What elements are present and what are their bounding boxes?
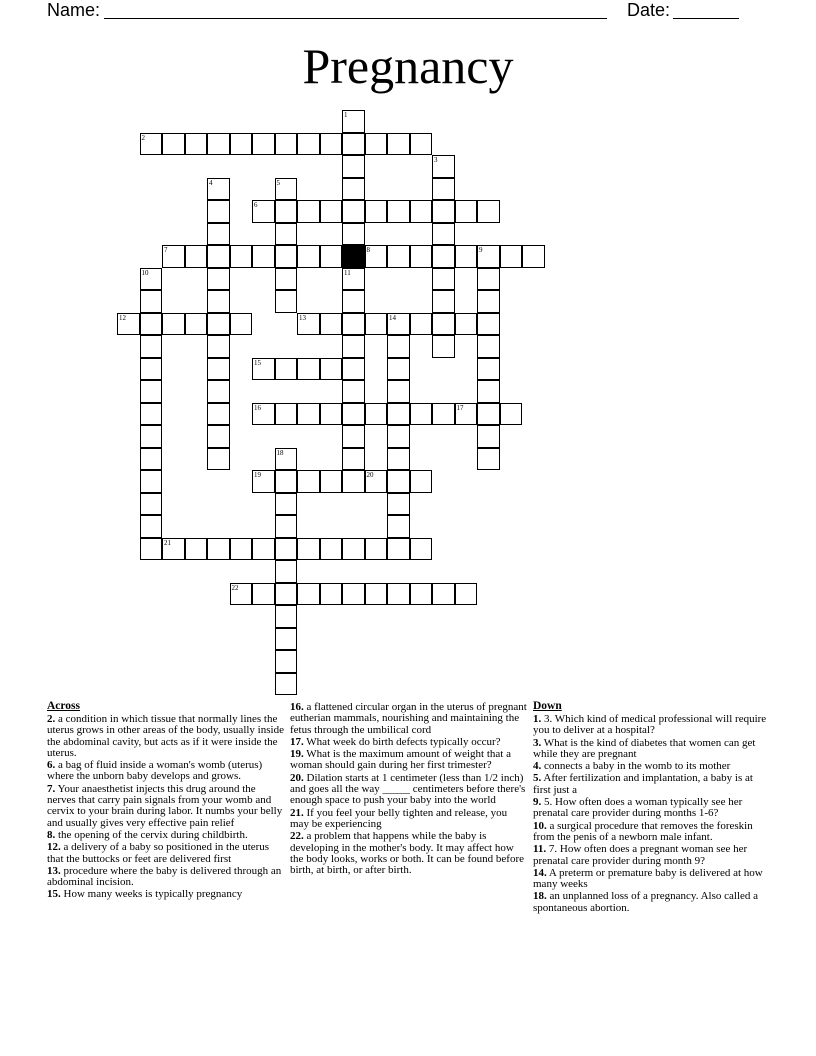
grid-cell[interactable]: [275, 200, 298, 223]
grid-cell[interactable]: [207, 403, 230, 426]
clue-number-label: 18.: [533, 890, 547, 903]
grid-cell[interactable]: [140, 515, 163, 538]
clue-text: After fertilization and implantation, a baby is at first just a: [533, 772, 753, 796]
grid-cell[interactable]: [140, 425, 163, 448]
grid-cell[interactable]: [455, 200, 478, 223]
grid-cell[interactable]: [477, 268, 500, 291]
grid-cell[interactable]: [140, 470, 163, 493]
grid-cell[interactable]: [185, 538, 208, 561]
grid-cell[interactable]: [297, 470, 320, 493]
across-clue: [47, 842, 284, 865]
clue-text: What is the kind of diabetes that women can get while they are pregnant: [533, 736, 756, 760]
grid-cell[interactable]: [297, 245, 320, 268]
grid-cell[interactable]: [275, 560, 298, 583]
clue-number-label: 15.: [47, 888, 61, 901]
clue-number-label: 13.: [47, 864, 61, 877]
grid-cell[interactable]: [320, 403, 343, 426]
grid-cell[interactable]: [320, 133, 343, 156]
grid-cell[interactable]: [432, 200, 455, 223]
clue-number: 11: [344, 268, 351, 277]
grid-cell[interactable]: [140, 380, 163, 403]
clue-number: 1: [344, 111, 348, 119]
grid-cell[interactable]: [185, 313, 208, 336]
grid-cell[interactable]: [275, 358, 298, 381]
clue-number: 10: [141, 268, 149, 277]
clue-number: 21: [164, 538, 171, 547]
grid-cell[interactable]: [342, 448, 365, 471]
grid-cell[interactable]: [342, 425, 365, 448]
grid-cell[interactable]: [387, 380, 410, 403]
grid-cell[interactable]: [140, 290, 163, 313]
grid-cell[interactable]: [410, 200, 433, 223]
grid-cell[interactable]: [275, 583, 298, 606]
grid-cell[interactable]: [387, 200, 410, 223]
grid-cell[interactable]: [207, 290, 230, 313]
across-clue: [290, 749, 527, 772]
grid-cell[interactable]: [432, 268, 455, 291]
grid-cell[interactable]: [365, 403, 388, 426]
grid-cell[interactable]: [432, 223, 455, 246]
across-clue: [47, 714, 284, 759]
grid-cell[interactable]: [387, 470, 410, 493]
grid-cell[interactable]: [275, 223, 298, 246]
grid-cell[interactable]: [275, 515, 298, 538]
grid-cell[interactable]: [387, 133, 410, 156]
grid-cell[interactable]: [230, 538, 253, 561]
clue-number-label: 1.: [533, 713, 542, 725]
grid-cell[interactable]: [365, 200, 388, 223]
grid-cell[interactable]: [432, 335, 455, 358]
clue-text: 5. How often does a woman typically see her prenatal care provider during months 1-6?: [533, 796, 743, 820]
grid-cell[interactable]: [162, 133, 185, 156]
grid-cell[interactable]: [275, 650, 298, 673]
clue-number-label: 20.: [290, 771, 304, 784]
across-clue: [47, 830, 284, 841]
clue-number: 14: [389, 313, 396, 322]
grid-cell[interactable]: [320, 470, 343, 493]
grid-cell[interactable]: [477, 335, 500, 358]
across-clues: [47, 700, 284, 902]
grid-cell[interactable]: [387, 583, 410, 606]
grid-cell[interactable]: [365, 538, 388, 561]
grid-cell[interactable]: [432, 245, 455, 268]
clue-number: 22: [231, 583, 239, 592]
clue-number-label: 19.: [290, 748, 304, 761]
clue-number-label: 22.: [290, 830, 304, 843]
grid-cell[interactable]: [410, 403, 433, 426]
grid-cell[interactable]: [432, 178, 455, 201]
clue-text: a problem that happens while the baby is developing in the mother's body. It may affect how the body looks, works or both. It can be found before birth, at birth, or after birth.: [290, 830, 525, 877]
grid-cell[interactable]: [477, 290, 500, 313]
grid-cell[interactable]: [140, 493, 163, 516]
grid-cell[interactable]: [207, 448, 230, 471]
down-clues: [533, 700, 770, 915]
clue-number-label: 14.: [533, 866, 547, 879]
grid-cell[interactable]: [140, 313, 163, 336]
grid-cell[interactable]: [275, 628, 298, 651]
clue-number: 20: [366, 471, 374, 479]
grid-cell[interactable]: [410, 245, 433, 268]
clue-number-label: 4.: [533, 760, 542, 773]
grid-cell[interactable]: [207, 425, 230, 448]
grid-cell[interactable]: [432, 403, 455, 426]
grid-cell[interactable]: [342, 335, 365, 358]
across-clue: [47, 889, 284, 900]
clue-text: What week do birth defects typically occur?: [303, 735, 501, 748]
grid-cell[interactable]: [342, 403, 365, 426]
clue-number-label: 11.: [533, 843, 547, 856]
clue-text: If you feel your belly tighten and release, you may be experiencing: [290, 806, 508, 830]
grid-cell[interactable]: [387, 358, 410, 381]
clue-text: A preterm or premature baby is delivered at how many weeks: [533, 866, 763, 891]
date-label: Date:: [627, 0, 671, 20]
grid-cell[interactable]: [365, 133, 388, 156]
grid-cell[interactable]: [500, 245, 523, 268]
clue-text: a surgical procedure that removes the foreskin from the penis of a newborn male infant.: [533, 819, 753, 843]
grid-cell[interactable]: [410, 583, 433, 606]
grid-cell[interactable]: [275, 493, 298, 516]
grid-cell[interactable]: [252, 538, 275, 561]
grid-cell[interactable]: [342, 358, 365, 381]
black-cell: [342, 245, 365, 268]
grid-cell[interactable]: [387, 515, 410, 538]
grid-cell[interactable]: [477, 403, 500, 426]
clue-number-label: 6.: [47, 759, 56, 772]
grid-cell[interactable]: [387, 493, 410, 516]
across-clue: [290, 808, 527, 831]
grid-cell[interactable]: [207, 223, 230, 246]
down-heading: Down: [533, 700, 562, 712]
clue-number: 12: [119, 313, 126, 322]
grid-cell[interactable]: [297, 403, 320, 426]
clue-number-label: 21.: [290, 806, 304, 819]
clue-number: 13: [299, 313, 306, 322]
grid-cell[interactable]: [387, 335, 410, 358]
down-clue: [533, 891, 770, 914]
grid-cell[interactable]: [297, 200, 320, 223]
clue-text: Your anaesthetist injects this drug around the nerves that carry pain signals from your womb and cervix to your brain during labor. It numbs your belly and usually gives very effective pain relief: [47, 782, 283, 829]
grid-cell[interactable]: [140, 448, 163, 471]
grid-cell[interactable]: [387, 448, 410, 471]
clue-text: a bag of fluid inside a woman's womb (uterus) where the unborn baby develops and grows.: [47, 759, 263, 783]
across-clue: [290, 831, 527, 876]
grid-cell[interactable]: [230, 133, 253, 156]
grid-cell[interactable]: [365, 313, 388, 336]
grid-cell[interactable]: [297, 538, 320, 561]
grid-cell[interactable]: [500, 403, 523, 426]
across-clue: [290, 702, 527, 736]
clue-text: What is the maximum amount of weight that a woman should gain during her first trimester?: [290, 748, 511, 772]
grid-cell[interactable]: [477, 448, 500, 471]
grid-cell[interactable]: [275, 245, 298, 268]
across-clue: [290, 737, 527, 748]
grid-cell[interactable]: [455, 583, 478, 606]
clue-number-label: 16.: [290, 701, 304, 713]
grid-cell[interactable]: [455, 313, 478, 336]
grid-cell[interactable]: [342, 583, 365, 606]
grid-cell[interactable]: [320, 358, 343, 381]
clue-number-label: 12.: [47, 841, 61, 854]
grid-cell[interactable]: [252, 245, 275, 268]
grid-cell[interactable]: [207, 268, 230, 291]
clue-number: 19: [254, 471, 261, 479]
grid-cell[interactable]: [207, 335, 230, 358]
grid-cell[interactable]: [477, 200, 500, 223]
clue-number: 9: [479, 246, 483, 254]
clue-number: 6: [254, 201, 258, 209]
grid-cell[interactable]: [342, 538, 365, 561]
grid-cell[interactable]: [297, 358, 320, 381]
grid-cell[interactable]: [207, 245, 230, 268]
clue-text: a flattened circular organ in the uterus of pregnant eutherian mammals, nourishing and maintaining the fetus through the umbilical cord: [290, 701, 527, 736]
down-clue: [533, 844, 770, 867]
clue-text: a condition in which tissue that normally lines the uterus grows in other areas of the body, usually inside the abdominal cavity, but acts as if it were inside the uterus.: [47, 713, 284, 759]
clue-text: procedure where the baby is delivered through an abdominal incision.: [47, 864, 282, 889]
clue-number: 18: [276, 448, 284, 457]
grid-cell[interactable]: [387, 245, 410, 268]
grid-cell[interactable]: [230, 313, 253, 336]
grid-cell[interactable]: [252, 583, 275, 606]
grid-cell[interactable]: [410, 470, 433, 493]
down-clue: [533, 868, 770, 891]
grid-cell[interactable]: [432, 290, 455, 313]
clue-number: 4: [209, 178, 213, 187]
grid-cell[interactable]: [207, 133, 230, 156]
grid-cell[interactable]: [185, 245, 208, 268]
clue-number: 2: [141, 133, 145, 142]
down-clue: [533, 821, 770, 844]
grid-cell[interactable]: [342, 133, 365, 156]
clue-text: Dilation starts at 1 centimeter (less than 1/2 inch) and goes all the way _____ centimeters before there's enough space to push your baby into the world: [290, 771, 526, 807]
down-clue: [533, 761, 770, 772]
grid-cell[interactable]: [432, 583, 455, 606]
across-clue: [47, 760, 284, 783]
grid-cell[interactable]: [275, 605, 298, 628]
grid-cell[interactable]: [320, 583, 343, 606]
grid-cell[interactable]: [320, 538, 343, 561]
grid-cell[interactable]: [185, 133, 208, 156]
clue-number-label: 9.: [533, 796, 542, 809]
grid-cell[interactable]: [342, 380, 365, 403]
grid-cell[interactable]: [477, 425, 500, 448]
grid-cell[interactable]: [320, 200, 343, 223]
grid-cell[interactable]: [207, 380, 230, 403]
clue-number: 15: [254, 358, 261, 367]
grid-cell[interactable]: [477, 380, 500, 403]
grid-cell[interactable]: [275, 133, 298, 156]
grid-cell[interactable]: [320, 245, 343, 268]
grid-cell[interactable]: [410, 133, 433, 156]
clue-number: 8: [366, 246, 370, 254]
grid-cell[interactable]: [410, 538, 433, 561]
clue-text: the opening of the cervix during childbirth.: [55, 828, 248, 841]
grid-cell[interactable]: [342, 200, 365, 223]
grid-cell[interactable]: [140, 335, 163, 358]
grid-cell[interactable]: [342, 290, 365, 313]
across-clue: [290, 773, 527, 807]
clue-number-label: 8.: [47, 828, 56, 841]
clue-number-label: 17.: [290, 735, 304, 748]
clue-text: How many weeks is typically pregnancy: [60, 888, 243, 901]
grid-cell[interactable]: [207, 313, 230, 336]
grid-cell[interactable]: [522, 245, 545, 268]
clue-number-label: 2.: [47, 713, 56, 725]
grid-cell[interactable]: [275, 268, 298, 291]
clue-number: 16: [254, 403, 261, 412]
grid-cell[interactable]: [387, 425, 410, 448]
clue-number-label: 10.: [533, 819, 547, 832]
grid-cell[interactable]: [275, 403, 298, 426]
clue-number: 3: [434, 156, 438, 164]
puzzle-title: Pregnancy: [302, 38, 514, 94]
grid-cell[interactable]: [387, 538, 410, 561]
grid-cell[interactable]: [342, 178, 365, 201]
grid-cell[interactable]: [297, 133, 320, 156]
grid-cell[interactable]: [297, 583, 320, 606]
grid-cell[interactable]: [342, 223, 365, 246]
grid-cell[interactable]: [275, 290, 298, 313]
clue-text: 7. How often does a pregnant woman see her prenatal care provider during month 9?: [533, 843, 748, 867]
grid-cell[interactable]: [320, 313, 343, 336]
grid-cell[interactable]: [275, 470, 298, 493]
grid-cell[interactable]: [162, 313, 185, 336]
grid-cell[interactable]: [230, 245, 253, 268]
clue-text: connects a baby in the womb to its mother: [541, 760, 731, 773]
grid-cell[interactable]: [207, 358, 230, 381]
grid-cell[interactable]: [207, 538, 230, 561]
clue-text: an unplanned loss of a pregnancy. Also called a spontaneous abortion.: [533, 890, 759, 914]
grid-cell[interactable]: [432, 313, 455, 336]
down-clue: [533, 797, 770, 820]
grid-cell[interactable]: [387, 403, 410, 426]
grid-cell[interactable]: [342, 313, 365, 336]
clue-number: 7: [164, 246, 168, 254]
grid-cell[interactable]: [140, 538, 163, 561]
across-clue: [47, 866, 284, 889]
grid-cell[interactable]: [477, 313, 500, 336]
clue-number-label: 3.: [533, 736, 542, 749]
grid-cell[interactable]: [140, 358, 163, 381]
clue-number-label: 5.: [533, 772, 542, 785]
across-clues-continued: [290, 702, 527, 877]
grid-cell[interactable]: [365, 583, 388, 606]
clue-number: 5: [276, 178, 280, 187]
clue-number: 17: [456, 403, 464, 412]
down-clue: [533, 738, 770, 761]
grid-cell[interactable]: [410, 313, 433, 336]
grid-cell[interactable]: [342, 155, 365, 178]
grid-cell[interactable]: [455, 245, 478, 268]
grid-cell[interactable]: [275, 538, 298, 561]
grid-cell[interactable]: [207, 200, 230, 223]
grid-cell[interactable]: [252, 133, 275, 156]
across-heading: Across: [47, 700, 81, 712]
name-label: Name:: [47, 0, 101, 20]
clue-number-label: 7.: [47, 782, 56, 795]
grid-cell[interactable]: [275, 673, 298, 696]
grid-cell[interactable]: [342, 470, 365, 493]
clue-text: a delivery of a baby so positioned in the uterus that the buttocks or feet are delivered first: [47, 841, 270, 865]
down-clue: [533, 714, 770, 737]
grid-cell[interactable]: [477, 358, 500, 381]
grid-cell[interactable]: [140, 403, 163, 426]
down-clue: [533, 773, 770, 796]
clue-text: 3. Which kind of medical professional will require you to deliver at a hospital?: [533, 713, 767, 737]
across-clue: [47, 784, 284, 829]
